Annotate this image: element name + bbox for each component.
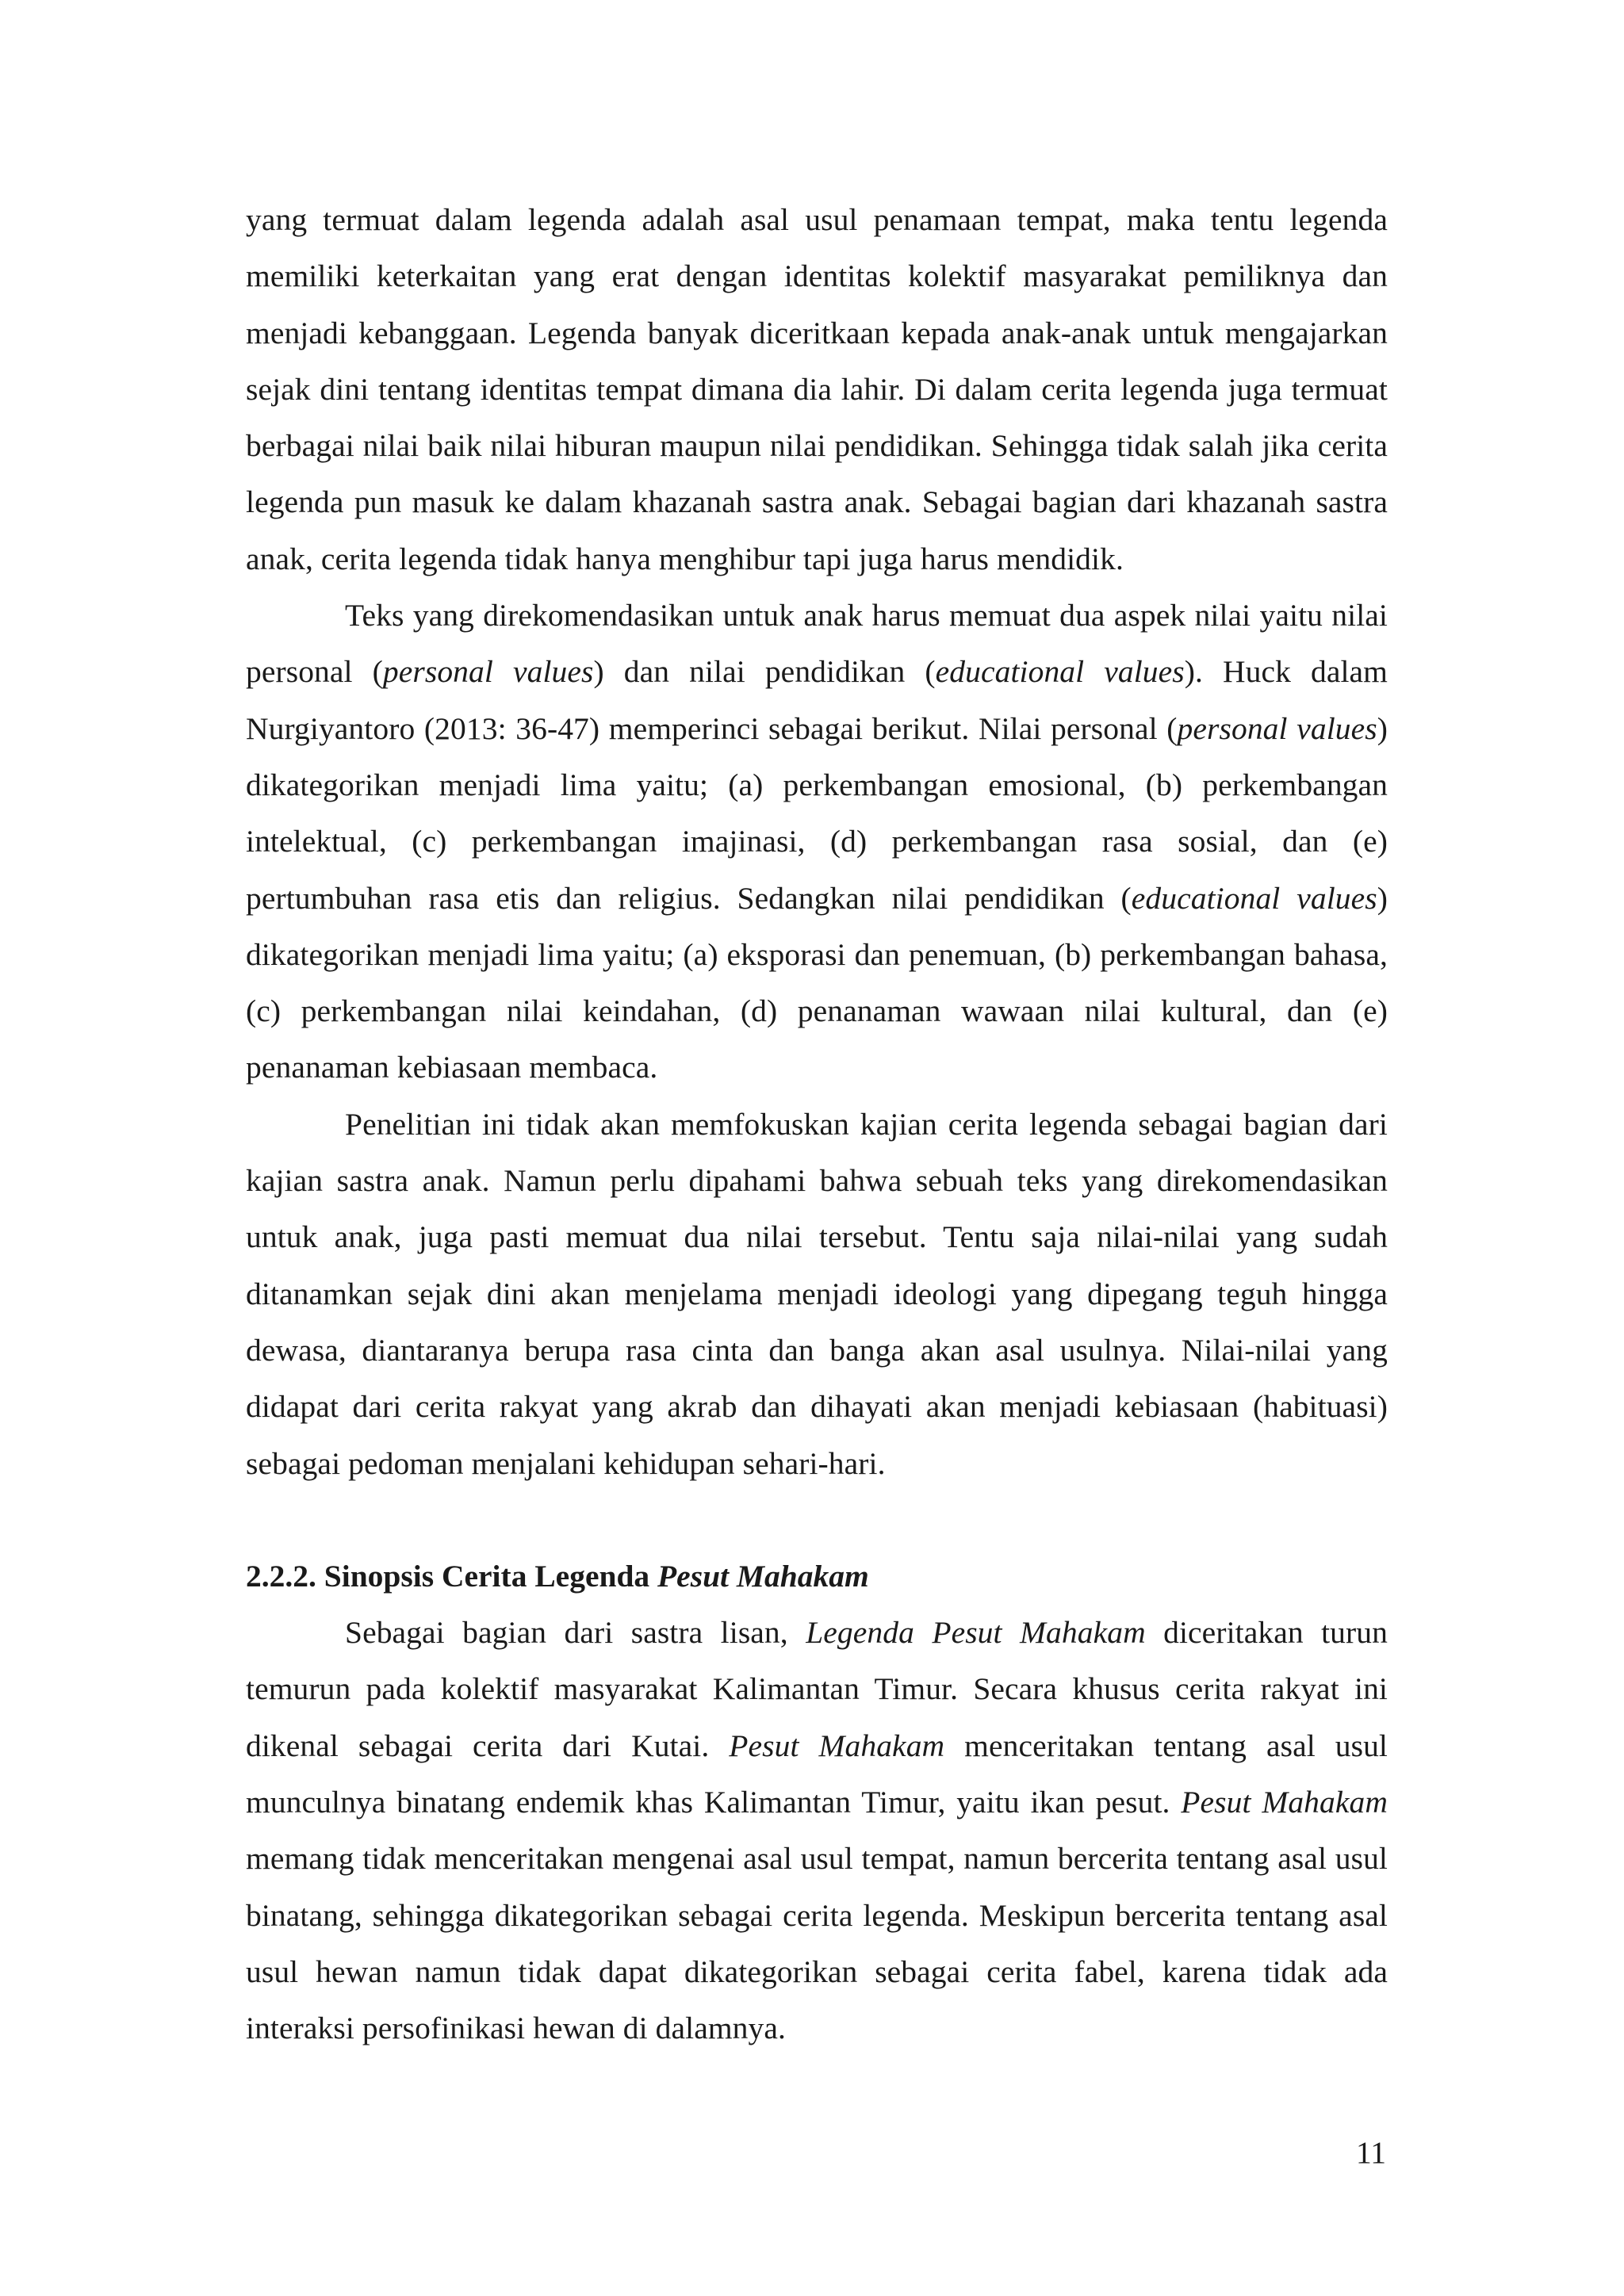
italic-term: educational values [1131,880,1377,916]
paragraph [246,1096,1388,1492]
body-paragraphs [246,192,1388,1492]
text-run: yang termuat dalam legenda adalah asal usul penamaan tempat, maka tentu legenda memiliki keterkaitan yang erat dengan identitas kolektif masyarakat pemiliknya dan menjadi kebanggaan. Legenda banyak diceritkaan kepada anak-anak untuk mengajarkan sejak dini tentang identitas tempat dimana dia lahir. Di dalam cerita legenda juga termuat berbagai nilai baik nilai hiburan maupun nilai pendidikan. Sehingga tidak salah jika cerita legenda pun masuk ke dalam khazanah sastra anak. Sebagai bagian dari khazanah sastra anak, cerita legenda tidak hanya menghibur tapi juga harus mendidik. [246,202,1388,576]
text-run: menceritakan tentang asal usul munculnya binatang endemik khas Kalimantan Timur, yaitu ikan pesut. [246,1728,1388,1820]
italic-term: educational values [935,654,1185,690]
italic-term: personal values [382,654,594,690]
text-run: diceritakan turun temurun pada kolektif masyarakat Kalimantan Timur. Secara khusus cerita rakyat ini dikenal sebagai cerita dari Kutai. [246,1615,1388,1763]
section-heading-text: 2.2.2. Sinopsis Cerita Legenda [246,1558,658,1594]
italic-term: personal values [1177,710,1377,746]
section-heading [246,1548,1388,1605]
italic-term: Legenda Pesut Mahakam [806,1615,1146,1651]
text-run: Sebagai bagian dari sastra lisan, [345,1615,806,1651]
text-run: Teks yang direkomendasikan untuk anak harus memuat dua aspek nilai yaitu nilai personal ( [246,598,1388,690]
page-body [246,192,1388,2057]
section-heading-italic-title: Pesut Mahakam [657,1558,869,1594]
italic-term: Pesut Mahakam [729,1728,945,1763]
italic-term: Pesut Mahakam [1181,1785,1388,1820]
text-run: ) dan nilai pendidikan ( [593,654,936,690]
section-paragraphs [246,1605,1388,2057]
text-run: ) dikategorikan menjadi lima yaitu; (a) eksporasi dan penemuan, (b) perkembangan bahasa, (c) perkembangan nilai keindahan, (d) penanaman wawaan nilai kultural, dan (e) penanaman kebiasaan membaca. [246,880,1388,1085]
text-run: ) dikategorikan menjadi lima yaitu; (a) perkembangan emosional, (b) perkembangan intelektual, (c) perkembangan imajinasi, (d) perkembangan rasa sosial, dan (e) pertumbuhan rasa etis dan religius. Sedangkan nilai pendidikan ( [246,710,1388,916]
paragraph [246,1605,1388,2057]
text-run: Penelitian ini tidak akan memfokuskan kajian cerita legenda sebagai bagian dari kajian sastra anak. Namun perlu dipahami bahwa sebuah teks yang direkomendasikan untuk anak, juga pasti memuat dua nilai tersebut. Tentu saja nilai-nilai yang sudah ditanamkan sejak dini akan menjelama menjadi ideologi yang dipegang teguh hingga dewasa, diantaranya berupa rasa cinta dan banga akan asal usulnya. Nilai-nilai yang didapat dari cerita rakyat yang akrab dan dihayati akan menjadi kebiasaan (habituasi) sebagai pedoman menjalani kehidupan sehari-hari. [246,1106,1388,1481]
page-number: 11 [1355,2135,1386,2170]
paragraph [246,192,1388,587]
text-run: ). Huck dalam Nurgiyantoro (2013: 36-47) memperinci sebagai berikut. Nilai personal ( [246,654,1388,746]
paragraph [246,587,1388,1096]
text-run: memang tidak menceritakan mengenai asal usul tempat, namun bercerita tentang asal usul binatang, sehingga dikategorikan sebagai cerita legenda. Meskipun bercerita tentang asal usul hewan namun tidak dapat dikategorikan sebagai cerita fabel, karena tidak ada interaksi persofinikasi hewan di dalamnya. [246,1841,1388,2046]
